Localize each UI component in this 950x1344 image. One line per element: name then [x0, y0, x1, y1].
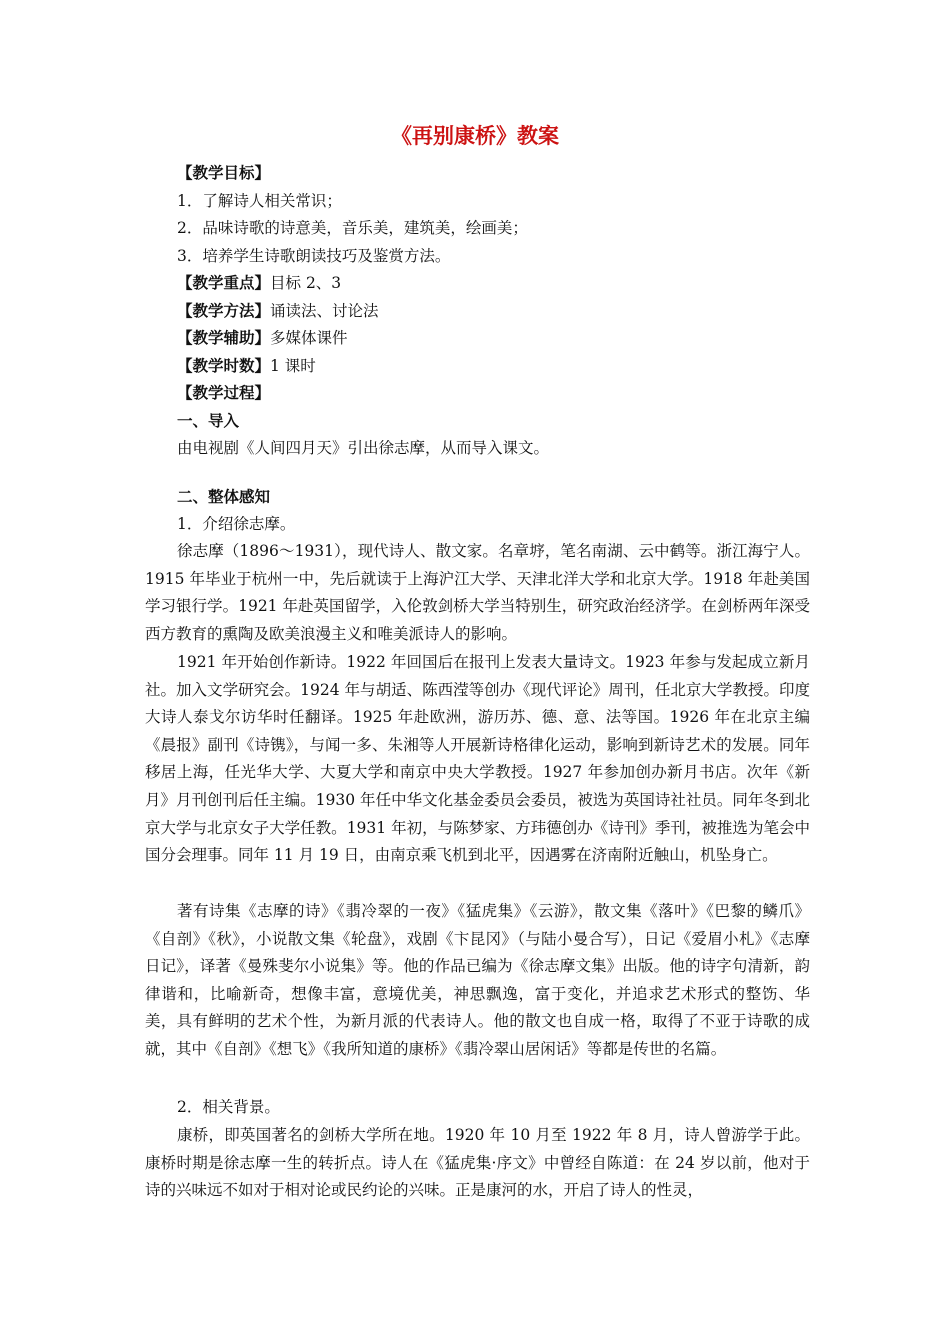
bio-paragraph-1: 徐志摩（1896～1931），现代诗人、散文家。名章垿，笔名南湖、云中鹤等。浙江海宁人。1915 年毕业于杭州一中，先后就读于上海沪江大学、天津北洋大学和北京大学。1918 年赴美国学习银行学。1921 年赴英国留学，入伦敦剑桥大学当特别生，研究政治经济学。在剑桥两年深受西方教育的熏陶及欧美浪漫主义和唯美派诗人的影响。 — [145, 542, 810, 643]
aids-label: 【教学辅助】 — [177, 329, 271, 347]
hours-value: 1 课时 — [270, 356, 316, 375]
key-points-label: 【教学重点】 — [177, 274, 271, 292]
objective-item-2: 2．品味诗歌的诗意美，音乐美，建筑美，绘画美； — [177, 219, 528, 237]
hours-row — [177, 353, 807, 381]
aids-value: 多媒体课件 — [270, 329, 348, 347]
bio-paragraph-2: 1921 年开始创作新诗。1922 年回国后在报刊上发表大量诗文。1923 年参与发起成立新月社。加入文学研究会。1924 年与胡适、陈西滢等创办《现代评论》周刊，任北京大学教授。印度大诗人泰戈尔访华时任翻译。1925 年赴欧洲，游历苏、德、意、法等国。1926 年在北京主编《晨报》副刊《诗镌》，与闻一多、朱湘等人开展新诗格律化运动，影响到新诗艺术的发展。同年移居上海，任光华大学、大夏大学和南京中央大学教授。1927 年参加创办新月书店。次年《新月》月刊创刊后任主编。1930 年任中华文化基金委员会委员，被选为英国诗社社员。同年冬到北京大学与北京女子大学任教。1931 年初，与陈梦家、方玮德创办《诗刊》季刊，被推选为笔会中国分会理事。同年 11 月 19 日，由南京乘飞机到北平，因遇雾在济南附近触山，机坠身亡。 — [145, 653, 810, 865]
objective-item-3: 3．培养学生诗歌朗读技巧及鉴赏方法。 — [177, 246, 451, 265]
methods-value: 诵读法、讨论法 — [270, 301, 379, 320]
section2-sub1: 1．介绍徐志摩。 — [177, 515, 296, 533]
hours-label: 【教学时数】 — [177, 356, 271, 375]
background-paragraph: 康桥，即英国著名的剑桥大学所在地。1920 年 10 月至 1922 年 8 月，诗人曾游学于此。康桥时期是徐志摩一生的转折点。诗人在《猛虎集·序文》中曾经自陈道：在 24 岁以前，他对于诗的兴味远不如对于相对论或民约论的兴味。正是康河的水，开启了诗人的性灵， — [145, 1126, 810, 1200]
page-title: 《再别康桥》教案 — [391, 124, 559, 148]
methods-row — [177, 298, 807, 326]
section1-text: 由电视剧《人间四月天》引出徐志摩，从而导入课文。 — [177, 439, 550, 457]
lesson-header-block — [177, 160, 807, 539]
key-points-value: 目标 2、3 — [270, 274, 342, 292]
section2-heading: 二、整体感知 — [177, 487, 271, 506]
section1-heading: 一、导入 — [177, 411, 240, 430]
methods-label: 【教学方法】 — [177, 301, 271, 320]
aids-row — [177, 325, 807, 353]
section2-sub2: 2．相关背景。 — [177, 1098, 280, 1116]
key-points-row — [177, 270, 807, 298]
works-paragraph: 著有诗集《志摩的诗》《翡冷翠的一夜》《猛虎集》《云游》，散文集《落叶》《巴黎的鳞爪》《自剖》《秋》，小说散文集《轮盘》，戏剧《卞昆冈》（与陆小曼合写），日记《爱眉小札》《志摩日记》，译著《曼殊斐尔小说集》等。他的作品已编为《徐志摩文集》出版。他的诗字句清新，韵律谐和，比喻新奇，想像丰富，意境优美，神思飘逸，富于变化，并追求艺术形式的整饬、华美，具有鲜明的艺术个性，为新月派的代表诗人。他的散文也自成一格，取得了不亚于诗歌的成就，其中《自剖》《想飞》《我所知道的康桥》《翡冷翠山居闲话》等都是传世的名篇。 — [145, 902, 810, 1058]
process-label: 【教学过程】 — [177, 384, 271, 402]
objective-item-1: 1．了解诗人相关常识； — [177, 191, 342, 210]
objectives-label: 【教学目标】 — [177, 164, 271, 182]
section-gap — [177, 463, 807, 484]
